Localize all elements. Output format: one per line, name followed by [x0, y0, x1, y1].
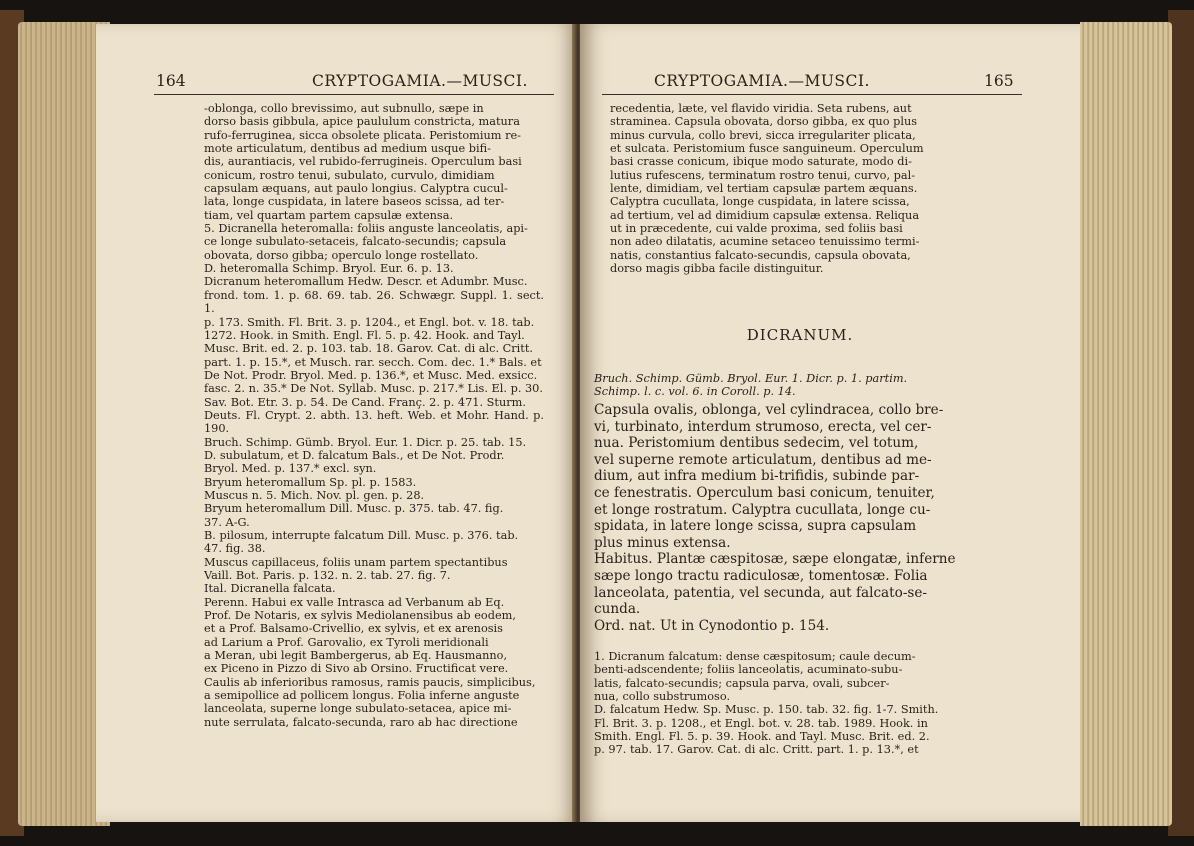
- text-line: spidata, in latere longe scissa, supra capsulam: [594, 518, 917, 535]
- text-line: dorso magis gibba facile distinguitur.: [610, 262, 824, 276]
- right-top-paragraph: [610, 102, 970, 275]
- text-line: lanceolata, patentia, vel secunda, aut falcato-se-: [594, 584, 928, 601]
- text-line: natis, constantius falcato-secundis, capsula obovata,: [610, 248, 911, 262]
- text-line: nua, collo substrumoso.: [594, 690, 731, 704]
- text-line: Bryum heteromallum Dill. Musc. p. 375. tab. 47. fig.: [204, 502, 504, 516]
- text-line: Caulis ab inferioribus ramosus, ramis paucis, simplicibus,: [204, 675, 536, 689]
- text-line: Muscus n. 5. Mich. Nov. pl. gen. p. 28.: [204, 488, 425, 502]
- genus-description: [594, 402, 964, 634]
- text-line: 5. Dicranella heteromalla: foliis anguste lanceolatis, api-: [204, 222, 528, 236]
- text-line: Dicranum heteromallum Hedw. Descr. et Adumbr. Musc.: [204, 275, 528, 289]
- text-line: p. 97. tab. 17. Garov. Cat. di alc. Critt. part. 1. p. 13.*, et: [594, 743, 919, 757]
- text-line: Bruch. Schimp. Gümb. Bryol. Eur. 1. Dicr. p. 25. tab. 15.: [204, 435, 527, 449]
- left-text-column: [204, 102, 544, 729]
- text-line: 1. Dicranum falcatum: dense cæspitosum; caule decum-: [594, 650, 916, 663]
- right-header-rule: [602, 94, 1022, 95]
- text-line: De Not. Prodr. Bryol. Med. p. 136.*, et Musc. Med. exsicc.: [204, 368, 538, 382]
- text-line: straminea. Capsula obovata, dorso gibba, ex quo plus: [610, 115, 918, 129]
- text-line: Muscus capillaceus, foliis unam partem spectantibus: [204, 555, 508, 569]
- text-line: cunda.: [594, 601, 641, 618]
- text-line: part. 1. p. 15.*, et Musch. rar. secch. Com. dec. 1.* Bals. et: [204, 355, 542, 369]
- right-running-head: CRYPTOGAMIA.—MUSCI.: [654, 72, 870, 90]
- text-line: tiam, vel quartam partem capsulæ extensa.: [204, 208, 454, 222]
- text-line: ad tertium, vel ad dimidium capsulæ extensa. Reliqua: [610, 208, 920, 222]
- text-line: vi, turbinato, interdum strumoso, erecta, vel cer-: [594, 418, 932, 435]
- text-line: et a Prof. Balsamo-Crivellio, ex sylvis, et ex arenosis: [204, 622, 503, 636]
- text-line: Bryum heteromallum Sp. pl. p. 1583.: [204, 475, 417, 489]
- text-line: Prof. De Notaris, ex sylvis Mediolanensibus ab eodem,: [204, 609, 516, 623]
- text-line: frond. tom. 1. p. 68. 69. tab. 26. Schwægr. Suppl. 1. sect. 1.: [204, 288, 544, 316]
- text-line: et longe rostratum. Calyptra cucullata, longe cu-: [594, 501, 931, 518]
- text-line: a Meran, ubi legit Bambergerus, ab Eq. Hausmanno,: [204, 649, 508, 663]
- text-line: Bruch. Schimp. Gümb. Bryol. Eur. 1. Dicr. p. 1. partim.: [594, 372, 908, 385]
- text-line: D. falcatum Hedw. Sp. Musc. p. 150. tab. 32. fig. 1-7. Smith.: [594, 703, 939, 717]
- text-line: nute serrulata, falcato-secunda, raro ab hac directione: [204, 715, 518, 729]
- text-line: latis, falcato-secundis; capsula parva, ovali, subcer-: [594, 676, 890, 690]
- text-line: et sulcata. Peristomium fusce sanguineum. Operculum: [610, 142, 924, 156]
- text-line: lata, longe cuspidata, in latere baseos scissa, ad ter-: [204, 195, 505, 209]
- text-line: mote articulatum, dentibus ad medium usque bifi-: [204, 142, 491, 156]
- text-line: plus minus extensa.: [594, 534, 731, 551]
- genus-references: [594, 372, 994, 399]
- left-running-head: CRYPTOGAMIA.—MUSCI.: [312, 72, 528, 90]
- text-line: ut in præcedente, cui valde proxima, sed foliis basi: [610, 222, 903, 236]
- text-line: minus curvula, collo brevi, sicca irregulariter plicata,: [610, 128, 916, 142]
- left-header-rule: [154, 94, 554, 95]
- text-line: Bryol. Med. p. 137.* excl. syn.: [204, 462, 377, 476]
- text-line: conicum, rostro tenui, subulato, curvulo, dimidiam: [204, 168, 495, 182]
- text-line: non adeo dilatatis, acumine setaceo tenuissimo termi-: [610, 235, 920, 249]
- text-line: ex Piceno in Pizzo di Sivo ab Orsino. Fructificat vere.: [204, 662, 509, 676]
- text-line: sæpe longo tractu radiculosæ, tomentosæ. Folia: [594, 567, 928, 584]
- left-page: [96, 24, 576, 822]
- text-line: D. subulatum, et D. falcatum Bals., et De Not. Prodr.: [204, 448, 505, 462]
- text-line: p. 173. Smith. Fl. Brit. 3. p. 1204., et Engl. bot. v. 18. tab.: [204, 315, 535, 329]
- text-line: nua. Peristomium dentibus sedecim, vel totum,: [594, 435, 919, 452]
- text-line: ce longe subulato-setaceis, falcato-secundis; capsula: [204, 235, 507, 249]
- species-entry: [594, 650, 980, 757]
- text-line: 1272. Hook. in Smith. Engl. Fl. 5. p. 42. Hook. and Tayl.: [204, 328, 525, 342]
- genus-title: DICRANUM.: [746, 326, 854, 344]
- text-line: Ital. Dicranella falcata.: [204, 582, 336, 596]
- text-line: dorso basis gibbula, apice paululum constricta, matura: [204, 115, 520, 129]
- text-line: a semipollice ad pollicem longus. Folia inferne anguste: [204, 689, 520, 703]
- text-line: benti-adscendente; foliis lanceolatis, acuminato-subu-: [594, 663, 903, 677]
- text-line: Sav. Bot. Etr. 3. p. 54. De Cand. Franç. 2. p. 471. Sturm.: [204, 395, 526, 409]
- text-line: Ord. nat. Ut in Cynodontio p. 154.: [594, 617, 830, 634]
- text-line: -oblonga, collo brevissimo, aut subnullo, sæpe in: [204, 102, 484, 115]
- text-line: rufo-ferruginea, sicca obsolete plicata. Peristomium re-: [204, 128, 521, 142]
- text-line: lanceolata, superne longe subulato-setacea, apice mi-: [204, 702, 512, 716]
- text-line: dis, aurantiacis, vel rubido-ferrugineis. Operculum basi: [204, 155, 522, 169]
- text-line: 37. A-G.: [204, 515, 250, 529]
- text-line: basi crasse conicum, ibique modo saturate, modo di-: [610, 155, 912, 169]
- text-line: recedentia, læte, vel flavido viridia. Seta rubens, aut: [610, 102, 912, 115]
- text-line: Capsula ovalis, oblonga, vel cylindracea, collo bre-: [594, 402, 944, 418]
- text-line: Vaill. Bot. Paris. p. 132. n. 2. tab. 27. fig. 7.: [204, 569, 451, 583]
- text-line: capsulam æquans, aut paulo longius. Calyptra cucul-: [204, 182, 508, 196]
- left-page-number: 164: [156, 72, 186, 90]
- text-line: Habitus. Plantæ cæspitosæ, sæpe elongatæ, inferne: [594, 551, 956, 568]
- text-line: Perenn. Habui ex valle Intrasca ad Verbanum ab Eq.: [204, 595, 505, 609]
- page-edges-right: [1080, 22, 1172, 826]
- text-line: ad Larium a Prof. Garovalio, ex Tyroli meridionali: [204, 635, 489, 649]
- right-page: [580, 24, 1080, 822]
- text-line: B. pilosum, interrupte falcatum Dill. Musc. p. 376. tab.: [204, 529, 519, 542]
- text-line: obovata, dorso gibba; operculo longe rostellato.: [204, 248, 479, 262]
- right-page-number: 165: [984, 72, 1014, 90]
- text-line: vel superne remote articulatum, dentibus ad me-: [594, 451, 932, 468]
- text-line: Calyptra cucullata, longe cuspidata, in latere scissa,: [610, 195, 910, 209]
- text-line: dium, aut infra medium bi-trifidis, subinde par-: [594, 468, 920, 485]
- text-line: lutius rufescens, terminatum rostro tenui, curvo, pal-: [610, 168, 916, 182]
- text-line: Musc. Brit. ed. 2. p. 103. tab. 18. Garov. Cat. di alc. Critt.: [204, 342, 533, 356]
- text-line: Fl. Brit. 3. p. 1208., et Engl. bot. v. 28. tab. 1989. Hook. in: [594, 716, 928, 730]
- text-line: lente, dimidiam, vel tertiam capsulæ partem æquans.: [610, 182, 918, 196]
- text-line: ce fenestratis. Operculum basi conicum, tenuiter,: [594, 484, 935, 501]
- text-line: fasc. 2. n. 35.* De Not. Syllab. Musc. p. 217.* Lis. El. p. 30.: [204, 382, 543, 396]
- text-line: 47. fig. 38.: [204, 542, 266, 556]
- text-line: D. heteromalla Schimp. Bryol. Eur. 6. p. 13.: [204, 262, 454, 276]
- text-line: Deuts. Fl. Crypt. 2. abth. 13. heft. Web. et Mohr. Hand. p. 190.: [204, 408, 544, 436]
- text-line: Smith. Engl. Fl. 5. p. 39. Hook. and Tayl. Musc. Brit. ed. 2.: [594, 730, 930, 744]
- text-line: Schimp. l. c. vol. 6. in Coroll. p. 14.: [594, 385, 796, 399]
